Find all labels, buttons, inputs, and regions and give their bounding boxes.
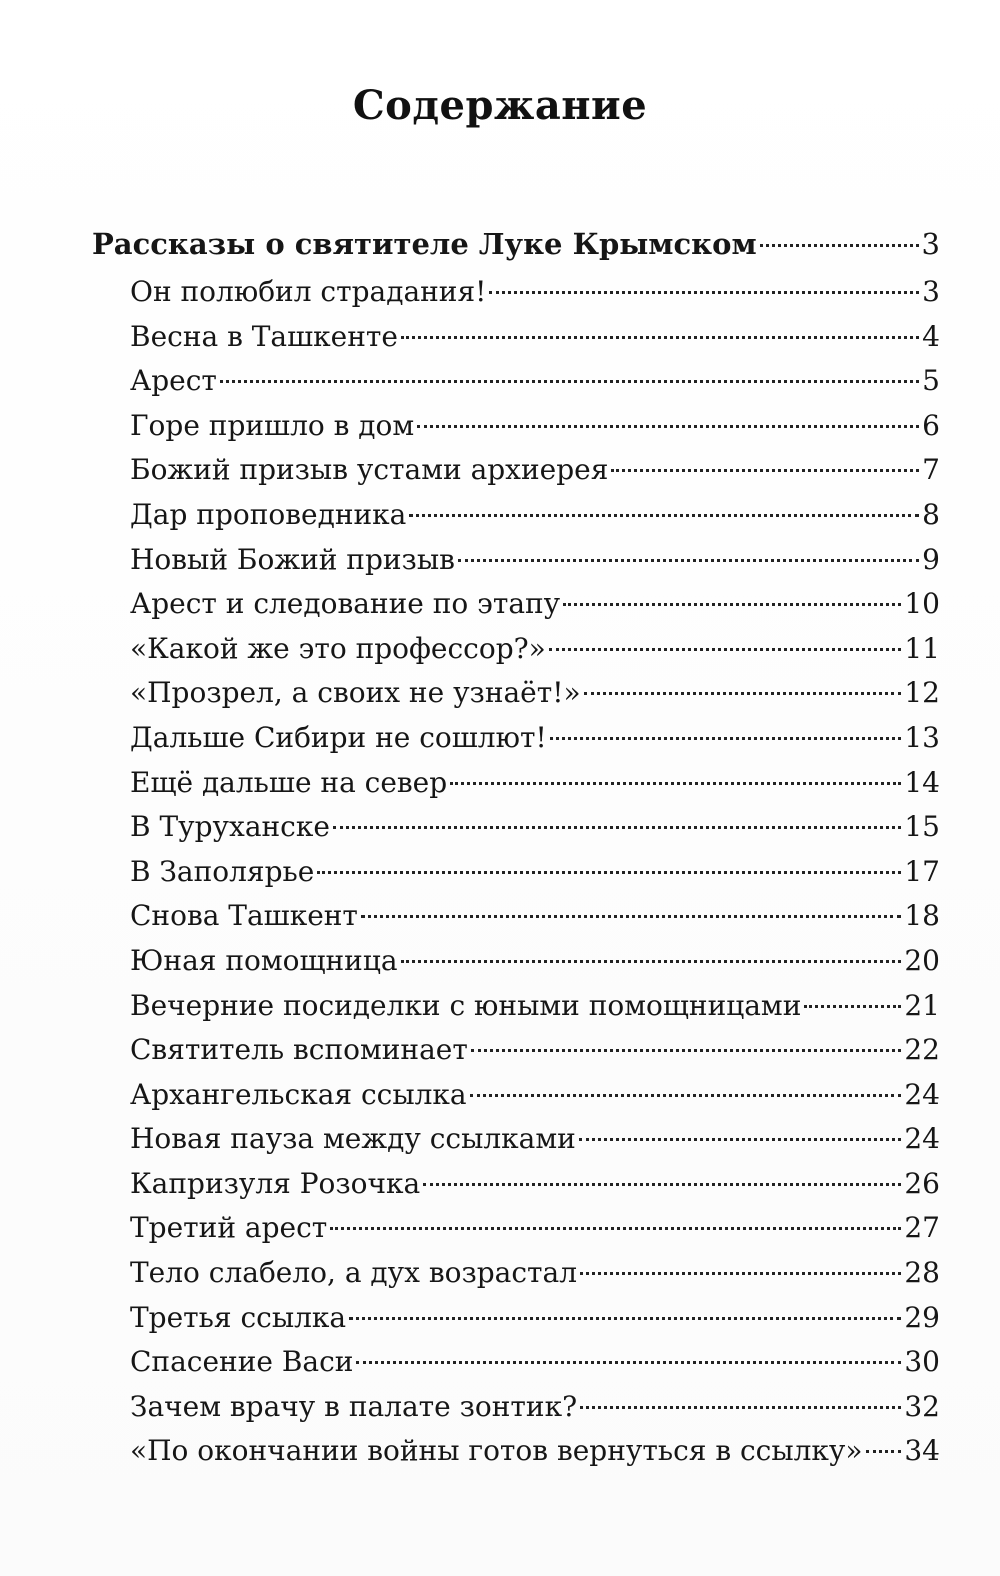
toc-entry [92,538,940,583]
entry-title: Дар проповедника [130,497,407,531]
dot-leader [550,737,902,740]
entry-title: В Заполярье [130,854,315,888]
table-of-contents [92,218,940,1474]
entry-page-number: 27 [904,1211,940,1245]
dot-leader [471,1049,902,1052]
entry-title: «По окончании войны готов вернуться в ссылку» [130,1434,863,1468]
toc-entry [92,1206,940,1251]
entry-title: В Туруханске [130,810,330,844]
dot-leader [584,692,902,695]
dot-leader [333,826,901,829]
toc-entry [92,939,940,984]
toc-entry [92,627,940,672]
entry-title: Спасение Васи [130,1345,354,1379]
toc-entry [92,1117,940,1162]
entry-page-number: 34 [904,1434,940,1468]
entry-title: Тело слабело, а дух возрастал [130,1256,577,1290]
entry-title: Весна в Ташкенте [130,319,398,353]
entry-title: Горе пришло в дом [130,408,415,442]
dot-leader [580,1272,901,1275]
toc-entry [92,448,940,493]
dot-leader [866,1450,902,1453]
entry-title: Новая пауза между ссылками [130,1122,576,1156]
dot-leader [760,244,919,247]
toc-entry [92,1073,940,1118]
toc-entry [92,315,940,360]
toc-entry [92,404,940,449]
dot-leader [317,871,901,874]
toc-entry [92,850,940,895]
entry-title: Арест [130,364,217,398]
dot-leader [356,1361,901,1364]
section-title: Рассказы о святителе Луке Крымском [92,227,757,261]
entry-title: Вечерние посиделки с юными помощницами [130,988,802,1022]
dot-leader [563,603,901,606]
toc-entry [92,894,940,939]
entry-page-number: 32 [904,1389,940,1423]
toc-entry [92,1385,940,1430]
entry-page-number: 17 [904,854,940,888]
entry-title: Арест и следование по этапу [130,587,561,621]
entry-title: Снова Ташкент [130,899,358,933]
entry-page-number: 6 [922,408,940,442]
toc-entry [92,493,940,538]
dot-leader [611,469,919,472]
toc-entry [92,1340,940,1385]
toc-entry [92,1028,940,1073]
entry-page-number: 11 [904,631,940,665]
entry-page-number: 13 [904,720,940,754]
entry-page-number: 12 [904,676,940,710]
toc-entry [92,984,940,1029]
toc-entry [92,671,940,716]
dot-leader [361,915,901,918]
entry-title: Божий призыв устами архиерея [130,453,609,487]
entry-page-number: 26 [904,1166,940,1200]
entry-page-number: 15 [904,810,940,844]
dot-leader [489,291,919,294]
toc-entry [92,1429,940,1474]
entry-page-number: 7 [922,453,940,487]
page-title: Содержание [352,82,648,129]
entry-page-number: 28 [904,1256,940,1290]
entry-page-number: 4 [922,319,940,353]
entry-page-number: 20 [904,943,940,977]
entry-title: Зачем врачу в палате зонтик? [130,1389,578,1423]
entry-page-number: 10 [904,587,940,621]
toc-entry [92,1162,940,1207]
toc-entry [92,270,940,315]
toc-entry [92,582,940,627]
dot-leader [401,336,919,339]
toc-entry [92,1296,940,1341]
entry-title: «Какой же это профессор?» [130,631,546,665]
entry-title: Архангельская ссылка [130,1077,467,1111]
entry-title: «Прозрел, а своих не узнаёт!» [130,676,581,710]
entry-title: Третья ссылка [130,1300,347,1334]
dot-leader [330,1227,901,1230]
toc-entry [92,1251,940,1296]
dot-leader [349,1317,901,1320]
entry-page-number: 14 [904,765,940,799]
entry-page-number: 18 [904,899,940,933]
entry-page-number: 5 [922,364,940,398]
dot-leader [220,380,919,383]
entry-page-number: 24 [904,1122,940,1156]
dot-leader [401,960,902,963]
toc-entries [92,270,940,1474]
dot-leader [549,648,902,651]
entry-page-number: 8 [922,497,940,531]
entry-page-number: 30 [904,1345,940,1379]
section-page-number: 3 [921,227,940,261]
dot-leader [580,1406,901,1409]
entry-title: Дальше Сибири не сошлют! [130,720,547,754]
dot-leader [423,1183,901,1186]
dot-leader [470,1094,902,1097]
toc-entry [92,805,940,850]
entry-page-number: 3 [922,275,940,308]
dot-leader [804,1005,901,1008]
entry-page-number: 21 [904,988,940,1022]
dot-leader [417,425,919,428]
entry-title: Новый Божий призыв [130,542,455,576]
entry-title: Он полюбил страдания! [130,275,487,308]
entry-title: Святитель вспоминает [130,1033,468,1067]
toc-section-heading [92,218,940,270]
entry-page-number: 9 [922,542,940,576]
dot-leader [458,559,919,562]
toc-entry [92,761,940,806]
entry-page-number: 22 [904,1033,940,1067]
entry-title: Юная помощница [130,943,398,977]
entry-page-number: 24 [904,1077,940,1111]
entry-title: Капризуля Розочка [130,1166,421,1200]
entry-title: Третий арест [130,1211,328,1245]
entry-title: Ещё дальше на север [130,765,448,799]
toc-entry [92,359,940,404]
toc-entry [92,716,940,761]
dot-leader [409,514,919,517]
entry-page-number: 29 [904,1300,940,1334]
dot-leader [579,1138,902,1141]
dot-leader [450,782,901,785]
